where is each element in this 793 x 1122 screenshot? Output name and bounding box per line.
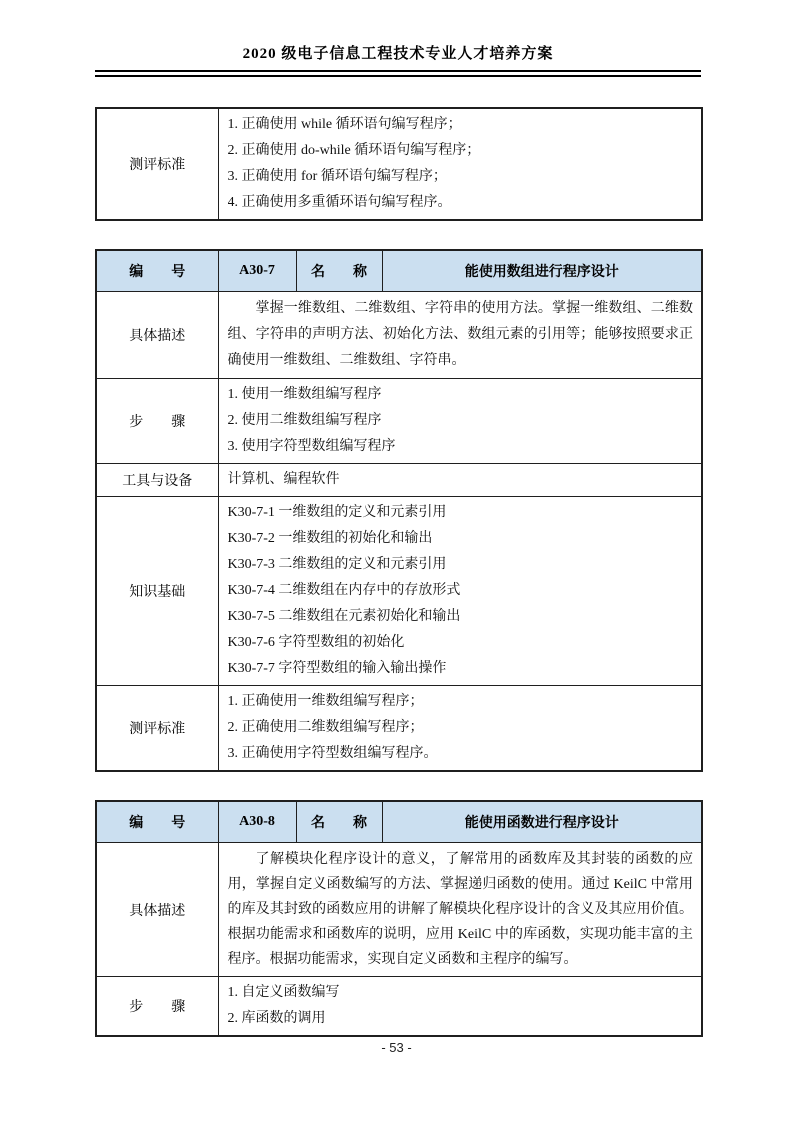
name-label-cell: 名 称 — [296, 801, 382, 843]
table-unit-a30-8 — [95, 800, 703, 1037]
content-line: K30-7-3 二维数组的定义和元素引用 — [227, 557, 447, 572]
content-line: 1. 正确使用 while 循环语句编写程序； — [227, 117, 462, 132]
table-row — [96, 686, 702, 772]
content-line: K30-7-6 字符型数组的初始化 — [227, 635, 405, 650]
row-label-steps: 步 骤 — [96, 379, 218, 464]
table-unit-continued — [95, 107, 703, 221]
table-row — [96, 843, 702, 977]
knowledge-cell — [218, 497, 702, 686]
name-value-cell: 能使用函数进行程序设计 — [382, 801, 702, 843]
page-number: - 53 - — [381, 1040, 412, 1055]
content-line: 4. 正确使用多重循环语句编写程序。 — [227, 195, 452, 210]
row-label-criteria: 测评标准 — [96, 686, 218, 772]
content-line: 计算机、编程软件 — [227, 472, 340, 487]
content-line: 2. 正确使用 do-while 循环语句编写程序； — [227, 143, 481, 158]
criteria-cell — [218, 686, 702, 772]
description-cell — [218, 843, 702, 977]
tools-cell — [218, 464, 702, 497]
content-line: K30-7-5 二维数组在元素初始化和输出 — [227, 609, 461, 624]
page-content — [95, 0, 701, 1037]
row-label-description: 具体描述 — [96, 843, 218, 977]
name-label-cell: 名 称 — [296, 250, 382, 292]
content-line: K30-7-1 一维数组的定义和元素引用 — [227, 505, 447, 520]
content-line: 2. 正确使用二维数组编写程序； — [227, 720, 424, 735]
row-label-tools: 工具与设备 — [96, 464, 218, 497]
content-line: 1. 自定义函数编写 — [227, 985, 340, 1000]
content-line: 1. 正确使用一维数组编写程序； — [227, 694, 424, 709]
code-value-cell: A30-8 — [218, 801, 296, 843]
steps-cell — [218, 379, 702, 464]
row-label-description: 具体描述 — [96, 292, 218, 379]
table-header-row — [96, 250, 702, 292]
table-row — [96, 497, 702, 686]
code-label-cell: 编 号 — [96, 250, 218, 292]
steps-cell — [218, 977, 702, 1037]
row-label-steps: 步 骤 — [96, 977, 218, 1037]
table-row — [96, 977, 702, 1037]
content-line: 2. 使用二维数组编写程序 — [227, 413, 382, 428]
content-line: 3. 正确使用字符型数组编写程序。 — [227, 746, 438, 761]
name-value-cell: 能使用数组进行程序设计 — [382, 250, 702, 292]
content-line: 3. 使用字符型数组编写程序 — [227, 439, 396, 454]
page-title: 2020 级电子信息工程技术专业人才培养方案 — [242, 46, 554, 62]
table-unit-a30-7 — [95, 249, 703, 772]
description-paragraph: 掌握一维数组、二维数组、字符串的使用方法。掌握一维数组、二维数组、字符串的声明方法、初始化方法、数组元素的引用等；能够按照要求正确使用一维数组、二维数组、字符串。 — [227, 301, 693, 368]
row-label-criteria: 测评标准 — [96, 108, 218, 220]
row-label-knowledge: 知识基础 — [96, 497, 218, 686]
content-line: 2. 库函数的调用 — [227, 1011, 326, 1026]
content-line: K30-7-4 二维数组在内存中的存放形式 — [227, 583, 461, 598]
code-value-cell: A30-7 — [218, 250, 296, 292]
description-cell — [218, 292, 702, 379]
criteria-cell — [218, 108, 702, 220]
description-paragraph: 了解模块化程序设计的意义，了解常用的函数库及其封装的函数的应用，掌握自定义函数编写的方法、掌握递归函数的使用。通过 KeilC 中常用的库及其封致的函数应用的讲解了解模块化程序设计的含义及其应用价值。根据功能需求和函数库的说明，应用 KeilC 中的库函数，实现功能丰富的主程序。根据功能需求，实现自定义函数和主程序的编写。 — [227, 852, 693, 967]
table-row — [96, 464, 702, 497]
table-row — [96, 108, 702, 220]
content-line: 3. 正确使用 for 循环语句编写程序； — [227, 169, 447, 184]
header-divider — [95, 70, 701, 77]
table-row — [96, 292, 702, 379]
table-row — [96, 379, 702, 464]
content-line: 1. 使用一维数组编写程序 — [227, 387, 382, 402]
content-line: K30-7-7 字符型数组的输入输出操作 — [227, 661, 447, 676]
table-header-row — [96, 801, 702, 843]
code-label-cell: 编 号 — [96, 801, 218, 843]
content-line: K30-7-2 一维数组的初始化和输出 — [227, 531, 433, 546]
